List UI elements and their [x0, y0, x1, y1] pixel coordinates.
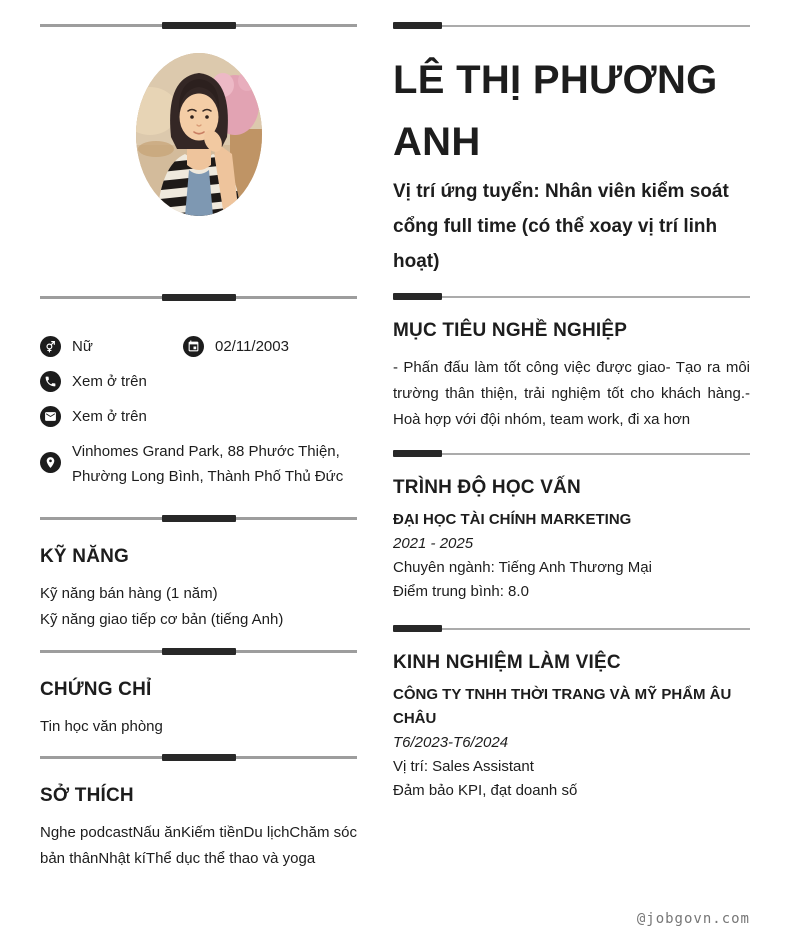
- contact-info: [40, 334, 357, 489]
- section-title: CHỨNG CHỈ: [40, 679, 152, 700]
- gender-field: [40, 334, 183, 359]
- section-experience: [393, 652, 750, 803]
- calendar-icon: [183, 336, 204, 357]
- certificate-item: Tin học văn phòng: [40, 718, 163, 735]
- left-column: [40, 0, 357, 872]
- section-divider: [40, 515, 357, 522]
- phone-value: Xem ở trên: [72, 373, 147, 390]
- section-title: MỤC TIÊU NGHỀ NGHIỆP: [393, 320, 628, 341]
- experience-period: T6/2023-T6/2024: [393, 734, 509, 751]
- section-hobbies: [40, 785, 357, 872]
- section-title: SỞ THÍCH: [40, 785, 134, 806]
- education-detail: Chuyên ngành: Tiếng Anh Thương Mại: [393, 559, 652, 576]
- section-divider: [393, 625, 750, 632]
- section-title: TRÌNH ĐỘ HỌC VẤN: [393, 477, 581, 498]
- profile-photo: [136, 53, 262, 216]
- email-field: [40, 404, 357, 429]
- gender-value: Nữ: [72, 338, 93, 355]
- section-divider: [393, 450, 750, 457]
- contact-row-gender-birthday: [40, 334, 357, 359]
- watermark: @jobgovn.com: [636, 911, 750, 927]
- birthday-field: [183, 334, 289, 359]
- location-icon: [40, 452, 61, 473]
- section-certificates: [40, 679, 357, 740]
- section-title: KỸ NĂNG: [40, 546, 130, 567]
- experience-detail: Vị trí: Sales Assistant: [393, 758, 534, 775]
- candidate-name: LÊ THỊ PHƯƠNG ANH: [393, 58, 718, 164]
- right-column: [393, 0, 750, 803]
- experience-detail: Đảm bảo KPI, đạt doanh số: [393, 782, 578, 799]
- skill-item: Kỹ năng giao tiếp cơ bản (tiếng Anh): [40, 611, 284, 628]
- address-field: [40, 439, 357, 489]
- section-education: [393, 477, 750, 604]
- school-name: ĐẠI HỌC TÀI CHÍNH MARKETING: [393, 511, 632, 528]
- section-divider: [393, 293, 750, 300]
- section-divider: [393, 22, 750, 29]
- email-value: Xem ở trên: [72, 408, 147, 425]
- portrait-illustration: [136, 53, 262, 216]
- phone-field: [40, 369, 357, 394]
- education-detail: Điểm trung bình: 8.0: [393, 583, 529, 600]
- section-title: KINH NGHIỆM LÀM VIỆC: [393, 652, 621, 673]
- objective-text: - Phấn đấu làm tốt công việc được giao- Tạo ra môi trường thân thiện, trải nghiệm tốt cho khách hàng.- Hoà hợp với đội nhóm, team work, đi xa hơn: [393, 359, 750, 428]
- education-period: 2021 - 2025: [393, 535, 474, 552]
- phone-icon: [40, 371, 61, 392]
- section-objective: [393, 320, 750, 433]
- applied-position: Vị trí ứng tuyển: Nhân viên kiểm soát cổng full time (có thể xoay vị trí linh hoạt): [393, 181, 729, 272]
- gender-icon: [40, 336, 61, 357]
- email-icon: [40, 406, 61, 427]
- section-skills: [40, 546, 357, 633]
- address-value: Vinhomes Grand Park, 88 Phước Thiện, Phường Long Bình, Thành Phố Thủ Đức: [72, 443, 344, 485]
- section-divider: [40, 22, 357, 29]
- section-divider: [40, 294, 357, 301]
- section-divider: [40, 754, 357, 761]
- hobby-text: Nghe podcastNấu ănKiếm tiềnDu lịchChăm sóc bản thânNhật kíThể dục thể thao và yoga: [40, 824, 357, 867]
- section-divider: [40, 648, 357, 655]
- company-name: CÔNG TY TNHH THỜI TRANG VÀ MỸ PHẨM ÂU CHÂU: [393, 686, 732, 727]
- birthday-value: 02/11/2003: [215, 338, 289, 355]
- skill-item: Kỹ năng bán hàng (1 năm): [40, 585, 218, 602]
